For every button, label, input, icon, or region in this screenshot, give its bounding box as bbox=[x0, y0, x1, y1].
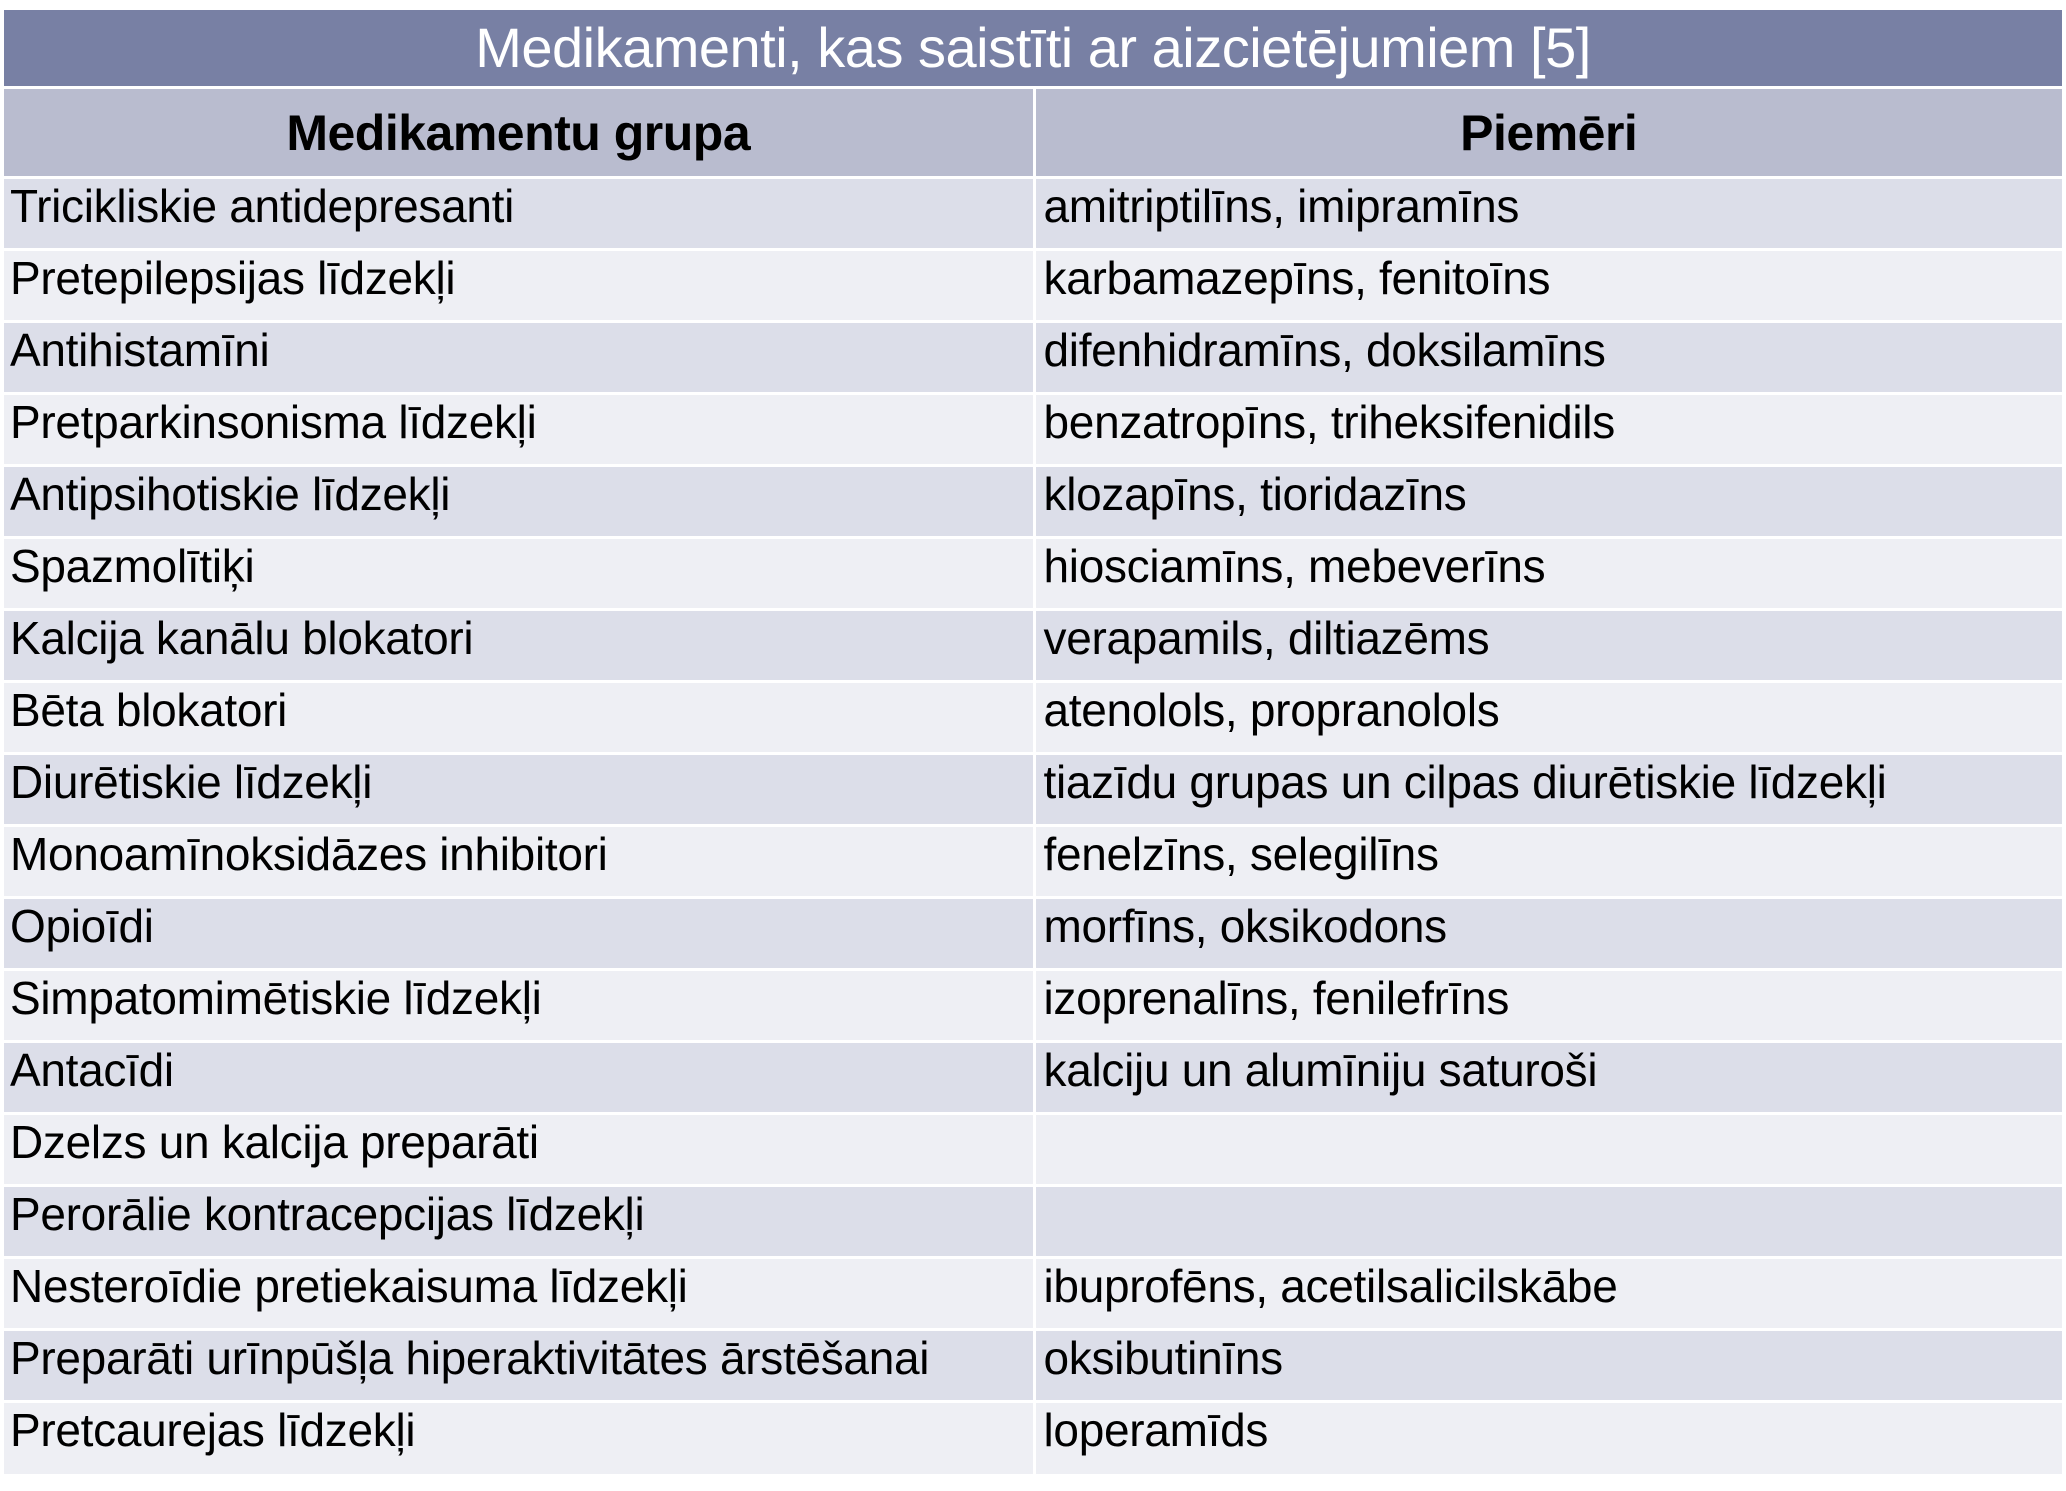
table-row bbox=[4, 178, 2062, 250]
medication-group-cell: Preparāti urīnpūšļa hiperaktivitātes ārstēšanai bbox=[4, 1330, 1034, 1402]
medication-examples-cell bbox=[1034, 1186, 2062, 1258]
table-row bbox=[4, 250, 2062, 322]
medication-examples-cell: loperamīds bbox=[1034, 1402, 2062, 1474]
medication-group-cell: Pretcaurejas līdzekļi bbox=[4, 1402, 1034, 1474]
table-title-row bbox=[4, 10, 2062, 88]
table-row bbox=[4, 610, 2062, 682]
medication-examples-cell: oksibutinīns bbox=[1034, 1330, 2062, 1402]
medication-examples-cell: verapamils, diltiazēms bbox=[1034, 610, 2062, 682]
medication-examples-cell: tiazīdu grupas un cilpas diurētiskie līdzekļi bbox=[1034, 754, 2062, 826]
medication-examples-cell: hiosciamīns, mebeverīns bbox=[1034, 538, 2062, 610]
medication-examples-cell: izoprenalīns, fenilefrīns bbox=[1034, 970, 2062, 1042]
table-row bbox=[4, 970, 2062, 1042]
medication-table-container bbox=[4, 10, 2062, 1474]
table-row bbox=[4, 394, 2062, 466]
medication-table bbox=[4, 10, 2062, 1474]
table-row bbox=[4, 754, 2062, 826]
medication-group-cell: Spazmolītiķi bbox=[4, 538, 1034, 610]
medication-group-cell: Kalcija kanālu blokatori bbox=[4, 610, 1034, 682]
medication-group-cell: Pretepilepsijas līdzekļi bbox=[4, 250, 1034, 322]
table-title: Medikamenti, kas saistīti ar aizcietējumiem [5] bbox=[4, 10, 2062, 88]
table-row bbox=[4, 826, 2062, 898]
table-row bbox=[4, 466, 2062, 538]
table-row bbox=[4, 1402, 2062, 1474]
column-header-examples: Piemēri bbox=[1034, 88, 2062, 178]
table-row bbox=[4, 1186, 2062, 1258]
table-row bbox=[4, 1258, 2062, 1330]
medication-examples-cell: fenelzīns, selegilīns bbox=[1034, 826, 2062, 898]
medication-examples-cell: kalciju un alumīniju saturoši bbox=[1034, 1042, 2062, 1114]
table-row bbox=[4, 322, 2062, 394]
medication-group-cell: Perorālie kontracepcijas līdzekļi bbox=[4, 1186, 1034, 1258]
medication-group-cell: Diurētiskie līdzekļi bbox=[4, 754, 1034, 826]
table-row bbox=[4, 898, 2062, 970]
table-row bbox=[4, 682, 2062, 754]
table-header-row bbox=[4, 88, 2062, 178]
medication-examples-cell: atenolols, propranolols bbox=[1034, 682, 2062, 754]
table-row bbox=[4, 538, 2062, 610]
medication-group-cell: Dzelzs un kalcija preparāti bbox=[4, 1114, 1034, 1186]
column-header-group: Medikamentu grupa bbox=[4, 88, 1034, 178]
table-row bbox=[4, 1042, 2062, 1114]
table-body bbox=[4, 178, 2062, 1474]
medication-group-cell: Antipsihotiskie līdzekļi bbox=[4, 466, 1034, 538]
medication-group-cell: Antihistamīni bbox=[4, 322, 1034, 394]
medication-group-cell: Tricikliskie antidepresanti bbox=[4, 178, 1034, 250]
medication-group-cell: Nesteroīdie pretiekaisuma līdzekļi bbox=[4, 1258, 1034, 1330]
medication-group-cell: Pretparkinsonisma līdzekļi bbox=[4, 394, 1034, 466]
medication-group-cell: Antacīdi bbox=[4, 1042, 1034, 1114]
medication-examples-cell: ibuprofēns, acetilsalicilskābe bbox=[1034, 1258, 2062, 1330]
medication-group-cell: Simpatomimētiskie līdzekļi bbox=[4, 970, 1034, 1042]
medication-examples-cell: benzatropīns, triheksifenidils bbox=[1034, 394, 2062, 466]
medication-examples-cell: morfīns, oksikodons bbox=[1034, 898, 2062, 970]
medication-examples-cell: difenhidramīns, doksilamīns bbox=[1034, 322, 2062, 394]
medication-examples-cell: amitriptilīns, imipramīns bbox=[1034, 178, 2062, 250]
medication-examples-cell bbox=[1034, 1114, 2062, 1186]
table-row bbox=[4, 1114, 2062, 1186]
medication-group-cell: Bēta blokatori bbox=[4, 682, 1034, 754]
medication-group-cell: Monoamīnoksidāzes inhibitori bbox=[4, 826, 1034, 898]
medication-examples-cell: klozapīns, tioridazīns bbox=[1034, 466, 2062, 538]
medication-group-cell: Opioīdi bbox=[4, 898, 1034, 970]
table-row bbox=[4, 1330, 2062, 1402]
medication-examples-cell: karbamazepīns, fenitoīns bbox=[1034, 250, 2062, 322]
